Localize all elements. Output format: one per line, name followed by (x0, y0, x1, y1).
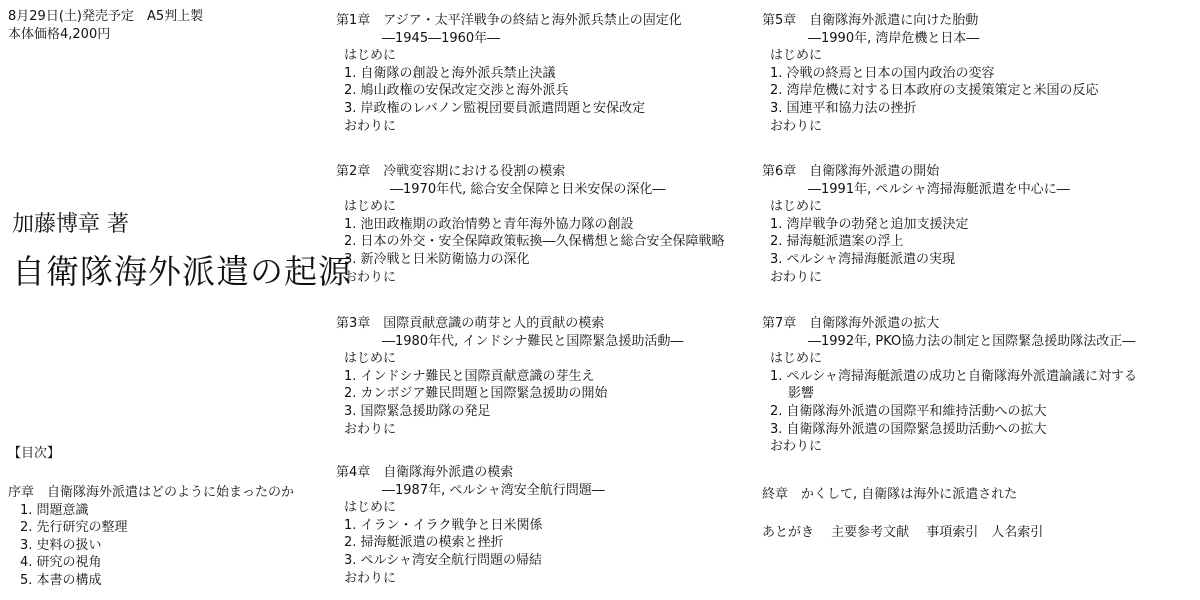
prologue-item: 3. 史料の扱い (20, 537, 102, 553)
chapter-item: はじめに (344, 351, 397, 367)
chapter-subtitle: ―1970年代, 総合安全保障と日米安保の深化― (390, 181, 666, 197)
chapter-item: おわりに (770, 118, 823, 134)
chapter-item: 3. ペルシャ湾掃海艇派遣の実現 (770, 251, 955, 267)
prologue-item: 2. 先行研究の整理 (20, 520, 128, 536)
chapter-item: おわりに (770, 439, 823, 455)
prologue-section (8, 484, 294, 590)
chapter-7 (762, 315, 1137, 456)
chapter-item: 3. ペルシャ湾安全航行問題の帰結 (344, 552, 542, 568)
chapter-6 (762, 163, 1070, 286)
chapter-item: おわりに (770, 269, 823, 285)
chapter-item: おわりに (344, 269, 397, 285)
chapter-subtitle: ―1980年代, インドシナ難民と国際緊急援助活動― (382, 333, 684, 349)
chapter-item: 1. ペルシャ湾掃海艇派遣の成功と自衛隊海外派遣論議に対する (770, 368, 1137, 384)
chapter-subtitle: ―1992年, PKO協力法の制定と国際緊急援助隊法改正― (808, 333, 1136, 349)
chapter-item: 3. 新冷戦と日米防衛協力の深化 (344, 251, 530, 267)
chapter-title: 第3章 国際貢献意識の萌芽と人的貢献の模索 (336, 316, 605, 331)
chapter-item: 2. 湾岸危機に対する日本政府の支援策策定と米国の反応 (770, 83, 1099, 99)
chapter-4 (336, 464, 605, 587)
chapter-title: 第7章 自衛隊海外派遣の拡大 (762, 316, 940, 331)
chapter-3 (336, 315, 683, 438)
chapter-item: おわりに (344, 570, 397, 586)
chapter-item: 2. 日本の外交・安全保障政策転換―久保構想と総合安全保障戦略 (344, 234, 725, 250)
chapter-title: 第6章 自衛隊海外派遣の開始 (762, 164, 940, 179)
chapter-subtitle: ―1987年, ペルシャ湾安全航行問題― (382, 482, 605, 498)
chapter-item: はじめに (344, 48, 397, 64)
chapter-item: 3. 国際緊急援助隊の発足 (344, 403, 491, 419)
prologue-item: 1. 問題意識 (20, 502, 89, 518)
chapter-item: 3. 岸政権のレバノン監視団要員派遣問題と安保改定 (344, 100, 646, 116)
prologue-title: 序章 自衛隊海外派遣はどのように始まったのか (8, 485, 295, 500)
chapter-1 (336, 12, 682, 135)
chapter-item: 2. カンボジア難民問題と国際緊急援助の開始 (344, 386, 608, 402)
toc-heading: 【目次】 (8, 446, 61, 461)
book-title: 自衛隊海外派遣の起源 (12, 252, 352, 291)
chapter-item: はじめに (770, 351, 823, 367)
chapter-item: 3. 国連平和協力法の挫折 (770, 100, 917, 116)
chapter-2 (336, 163, 725, 286)
chapter-item: おわりに (344, 421, 397, 437)
chapter-title: 第2章 冷戦変容期における役割の模索 (336, 164, 566, 179)
chapter-item: おわりに (344, 118, 397, 134)
chapter-item: 1. イラン・イラク戦争と日米関係 (344, 517, 543, 533)
chapter-item: 1. インドシナ難民と国際貢献意識の芽生え (344, 368, 595, 384)
book-author: 加藤博章 著 (12, 212, 129, 237)
chapter-item: 2. 掃海艇派遣の模索と挫折 (344, 535, 504, 551)
chapter-title: 第4章 自衛隊海外派遣の模索 (336, 465, 514, 480)
chapter-item: 1. 池田政権期の政治情勢と青年海外協力隊の創設 (344, 216, 634, 232)
chapter-title: 第1章 アジア・太平洋戦争の終結と海外派兵禁止の固定化 (336, 13, 682, 28)
chapter-subtitle: ―1990年, 湾岸危機と日本― (808, 30, 980, 46)
chapter-item: はじめに (344, 199, 397, 215)
prologue-item: 5. 本書の構成 (20, 572, 102, 588)
chapter-item: 1. 湾岸戦争の勃発と追加支援決定 (770, 216, 969, 232)
chapter-item: 1. 自衛隊の創設と海外派兵禁止決議 (344, 65, 556, 81)
prologue-item: 4. 研究の視角 (20, 555, 102, 571)
chapter-item: はじめに (344, 500, 397, 516)
chapter-item: はじめに (770, 48, 823, 64)
price-info: 本体価格4,200円 (8, 27, 111, 42)
chapter-item: 2. 鳩山政権の安保改定交渉と海外派兵 (344, 83, 569, 99)
release-info: 8月29日(土)発売予定 A5判上製 (8, 9, 204, 24)
back-matter: あとがき 主要参考文献 事項索引 人名索引 (762, 525, 1044, 540)
chapter-item: 2. 掃海艇派遣案の浮上 (770, 234, 904, 250)
epilogue: 終章 かくして, 自衛隊は海外に派遣された (762, 487, 1018, 502)
chapter-title: 第5章 自衛隊海外派遣に向けた胎動 (762, 13, 979, 28)
chapter-item: 2. 自衛隊海外派遣の国際平和維持活動への拡大 (770, 403, 1047, 419)
chapter-subtitle: ―1945―1960年― (382, 30, 501, 46)
chapter-item-continuation: 影響 (788, 386, 815, 402)
chapter-5 (762, 12, 1099, 135)
chapter-item: 1. 冷戦の終焉と日本の国内政治の変容 (770, 65, 995, 81)
chapter-item: はじめに (770, 199, 823, 215)
chapter-item: 3. 自衛隊海外派遣の国際緊急援助活動への拡大 (770, 421, 1047, 437)
chapter-subtitle: ―1991年, ペルシャ湾掃海艇派遣を中心に― (808, 181, 1070, 197)
